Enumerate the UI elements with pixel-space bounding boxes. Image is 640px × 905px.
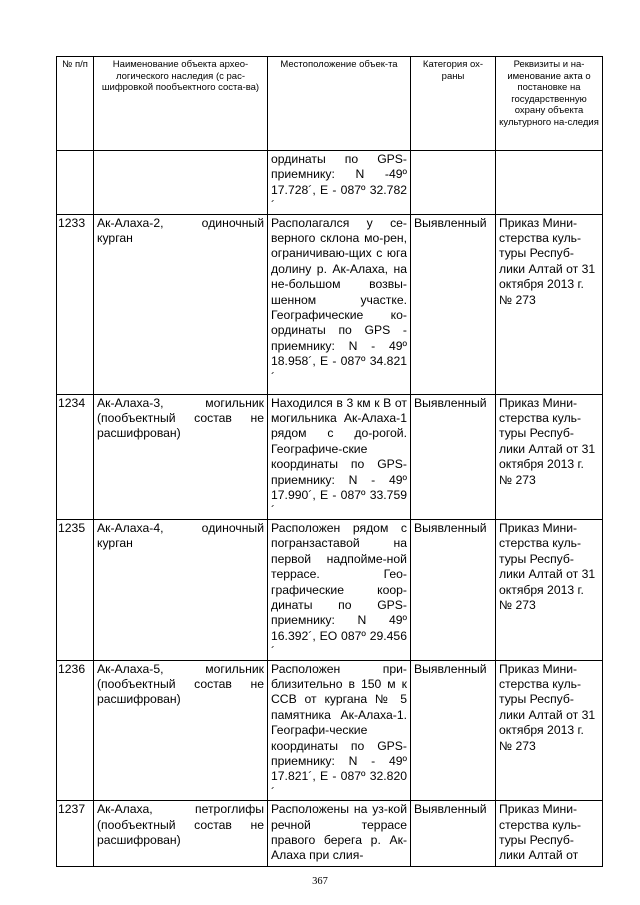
object-location: Расположены на уз-кой речной террасе правого берега р. Ак-Алаха при слия- bbox=[268, 801, 411, 867]
protection-category: Выявленный bbox=[411, 519, 496, 660]
header-act-details: Реквизиты и на-именование акта о постановке на государственную охрану объекта культурного на-следия bbox=[496, 57, 603, 151]
object-name: Ак-Алаха-4, одиночный курган bbox=[94, 519, 268, 660]
object-location: Располагался у се-верного склона мо-рен, ограничиваю-щих с юга долину р. Ак-Алаха, на не-большом возвы-шенном участке. Географические ко-ординаты по GPS - приемнику: N - 49º 18.958´, E - 087º 34.821´ bbox=[268, 214, 411, 394]
act-details: Приказ Мини-стерства куль-туры Респуб-лики Алтай от 31 октября 2013 г. № 273 bbox=[496, 660, 603, 801]
row-number: 1237 bbox=[57, 801, 94, 867]
table-row bbox=[57, 394, 603, 519]
continuation-name-cell bbox=[94, 151, 268, 215]
table-row bbox=[57, 801, 603, 867]
header-location: Местоположение объек-та bbox=[268, 57, 411, 151]
continuation-row bbox=[57, 151, 603, 215]
act-details: Приказ Мини-стерства куль-туры Респуб-лики Алтай от bbox=[496, 801, 603, 867]
object-name: Ак-Алаха, петроглифы (пообъектный состав не расшифрован) bbox=[94, 801, 268, 867]
object-location: Находился в 3 км к В от могильника Ак-Алаха-1 рядом с до-рогой. Географиче-ские координаты по GPS-приемнику: N - 49º 17.990´, E - 087º 33.759´ bbox=[268, 394, 411, 519]
continuation-number-cell bbox=[57, 151, 94, 215]
page-number: 367 bbox=[312, 876, 328, 887]
protection-category: Выявленный bbox=[411, 394, 496, 519]
continuation-category-cell bbox=[411, 151, 496, 215]
object-location: Расположен при-близительно в 150 м к ССВ от кургана № 5 памятника Ак-Алаха-1. Географи-ческие координаты по GPS-приемнику: N - 49º 17.821´, E - 087º 32.820´ bbox=[268, 660, 411, 801]
act-details: Приказ Мини-стерства куль-туры Респуб-лики Алтай от 31 октября 2013 г. № 273 bbox=[496, 214, 603, 394]
continuation-act-cell bbox=[496, 151, 603, 215]
table-row bbox=[57, 214, 603, 394]
object-name: Ак-Алаха-3, могильник (пообъектный состав не расшифрован) bbox=[94, 394, 268, 519]
table-row bbox=[57, 519, 603, 660]
protection-category: Выявленный bbox=[411, 214, 496, 394]
heritage-register-table bbox=[56, 56, 603, 867]
object-name: Ак-Алаха-5, могильник (пообъектный состав не расшифрован) bbox=[94, 660, 268, 801]
header-number: № п/п bbox=[57, 57, 94, 151]
continuation-location-cell: ординаты по GPS-приемнику: N -49º 17.728´, E - 087º 32.782´ bbox=[268, 151, 411, 215]
object-location: Расположен рядом с погранзаставой на первой надпойме-ной террасе. Гео-графические коор-динаты по GPS-приемнику: N 49º 16.392´, ЕО 087º 29.456´ bbox=[268, 519, 411, 660]
row-number: 1233 bbox=[57, 214, 94, 394]
table-row bbox=[57, 660, 603, 801]
protection-category: Выявленный bbox=[411, 801, 496, 867]
protection-category: Выявленный bbox=[411, 660, 496, 801]
row-number: 1235 bbox=[57, 519, 94, 660]
act-details: Приказ Мини-стерства куль-туры Респуб-лики Алтай от 31 октября 2013 г. № 273 bbox=[496, 519, 603, 660]
act-details: Приказ Мини-стерства куль-туры Респуб-лики Алтай от 31 октября 2013 г. № 273 bbox=[496, 394, 603, 519]
row-number: 1234 bbox=[57, 394, 94, 519]
row-number: 1236 bbox=[57, 660, 94, 801]
header-object-name: Наименование объекта архео-логического наследия (с рас-шифровкой пообъектного соста-ва) bbox=[94, 57, 268, 151]
header-protection-category: Категория ох-раны bbox=[411, 57, 496, 151]
object-name: Ак-Алаха-2, одиночный курган bbox=[94, 214, 268, 394]
table-header-row bbox=[57, 57, 603, 151]
